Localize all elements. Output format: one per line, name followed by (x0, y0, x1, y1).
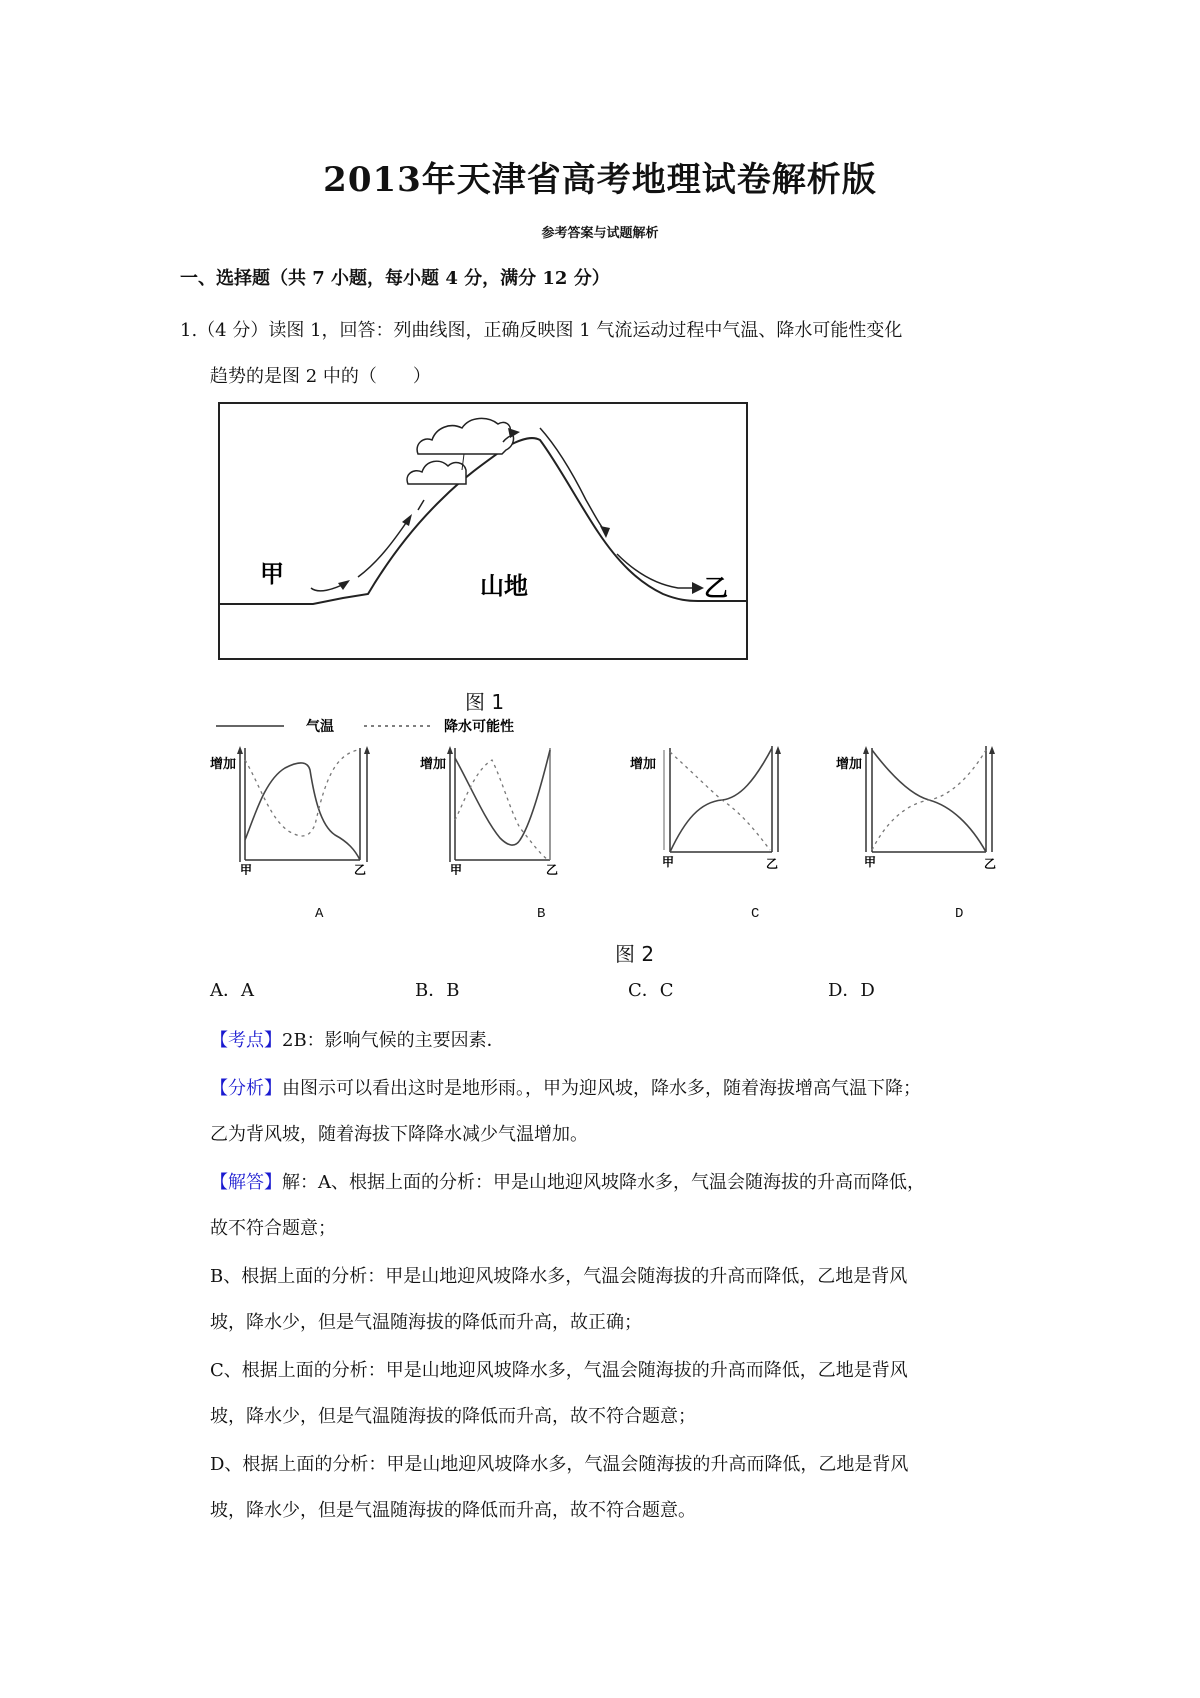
temp-curve (245, 763, 360, 860)
fenxi-line2: 乙为背风坡，随着海拔下降降水减少气温增加。 (210, 1124, 588, 1145)
jieda-line2: 故不符合题意； (210, 1218, 336, 1239)
precip-curve (872, 750, 986, 850)
chart-a-letter: A (315, 906, 324, 922)
page-subtitle: 参考答案与试题解析 (541, 226, 659, 241)
figure-2-caption: 图 2 (615, 942, 655, 966)
y-axis-label: 增加 (836, 757, 863, 772)
answer-b-line1: B、根据上面的分析：甲是山地迎风坡降水多，气温会随海拔的升高而降低，乙地是背风 (210, 1266, 908, 1287)
answer-c-line1: C、根据上面的分析：甲是山地迎风坡降水多，气温会随海拔的升高而降低，乙地是背风 (210, 1360, 908, 1381)
arrow-up-icon (989, 746, 995, 754)
option-c[interactable]: C．C (628, 980, 674, 1001)
jieda-tag: 【解答】 (210, 1172, 282, 1193)
arrow-icon (338, 580, 350, 590)
airflow-leeward-1 (540, 428, 604, 530)
arrow-icon (402, 514, 412, 526)
y-axis-label: 增加 (420, 757, 447, 772)
chart-b-letter: B (537, 906, 546, 922)
jieda-text: 解：A、根据上面的分析：甲是山地迎风坡降水多，气温会随海拔的升高而降低， (282, 1172, 925, 1193)
answer-d-line2: 坡，降水少，但是气温随海拔的降低而升高，故不符合题意。 (210, 1500, 696, 1521)
label-jia: 甲 (260, 560, 284, 588)
x-end-label: 乙 (546, 863, 559, 875)
chart-b (420, 740, 600, 875)
chart-d-letter: D (955, 906, 964, 922)
label-yi: 乙 (704, 574, 728, 602)
page-title: 2013年天津省高考地理试卷解析版 (323, 160, 877, 200)
x-start-label: 甲 (240, 863, 253, 875)
cloud-upper-icon (417, 418, 513, 454)
label-mountain: 山地 (480, 572, 528, 600)
x-start-label: 甲 (450, 863, 463, 875)
option-a[interactable]: A．A (210, 980, 254, 1001)
x-start-label: 甲 (864, 855, 877, 869)
question-stem-line2: 趋势的是图 2 中的（ ） (210, 366, 431, 387)
x-end-label: 乙 (984, 857, 997, 871)
fenxi-tag: 【分析】 (210, 1078, 282, 1099)
x-end-label: 乙 (766, 857, 779, 871)
cloud-lower-icon (407, 461, 466, 484)
chart-c (630, 740, 810, 875)
y-axis-label: 增加 (630, 757, 657, 772)
precip-curve (455, 760, 548, 860)
figure-2-legend (214, 716, 534, 740)
figure-1-caption: 图 1 (465, 690, 505, 714)
arrow-up-icon (775, 746, 781, 754)
kaodian-tag: 【考点】 (210, 1030, 282, 1051)
option-b[interactable]: B．B (415, 980, 460, 1001)
answer-d-line1: D、根据上面的分析：甲是山地迎风坡降水多，气温会随海拔的升高而降低，乙地是背风 (210, 1454, 909, 1475)
fenxi-line1 (210, 1074, 921, 1100)
figure-1-svg (218, 402, 748, 662)
figure-1-diagram (218, 402, 748, 662)
jieda-line1 (210, 1168, 925, 1194)
chart-d (836, 740, 1016, 875)
arrow-up-icon (364, 746, 370, 754)
chart-c-letter: C (751, 906, 760, 922)
x-start-label: 甲 (662, 855, 675, 869)
answer-b-line2: 坡，降水少，但是气温随海拔的降低而升高，故正确； (210, 1312, 642, 1333)
arrow-up-icon (863, 746, 869, 754)
temp-curve (872, 750, 986, 852)
legend-precip-label: 降水可能性 (444, 719, 514, 735)
arrow-up-icon (447, 746, 453, 754)
kaodian-text: 2B：影响气候的主要因素． (282, 1030, 505, 1051)
arrow-icon (692, 582, 704, 594)
arrow-up-icon (237, 746, 243, 754)
option-d[interactable]: D．D (828, 980, 875, 1001)
x-end-label: 乙 (354, 863, 367, 875)
temp-curve (455, 750, 550, 845)
legend-svg (214, 716, 534, 736)
question-stem-line1: 1.（4 分）读图 1，回答：列曲线图，正确反映图 1 气流运动过程中气温、降水可能性变化 (180, 320, 903, 341)
fenxi-text: 由图示可以看出这时是地形雨。，甲为迎风坡，降水多，随着海拔增高气温下降； (282, 1078, 921, 1099)
kaodian-line (210, 1026, 505, 1052)
y-axis-label: 增加 (210, 757, 237, 772)
temp-curve (670, 748, 772, 852)
chart-a (210, 740, 390, 875)
legend-temp-label: 气温 (306, 719, 334, 735)
answer-c-line2: 坡，降水少，但是气温随海拔的降低而升高，故不符合题意； (210, 1406, 696, 1427)
section-heading: 一、选择题（共 7 小题，每小题 4 分，满分 12 分） (180, 268, 610, 289)
airflow-leeward-2 (617, 554, 693, 588)
